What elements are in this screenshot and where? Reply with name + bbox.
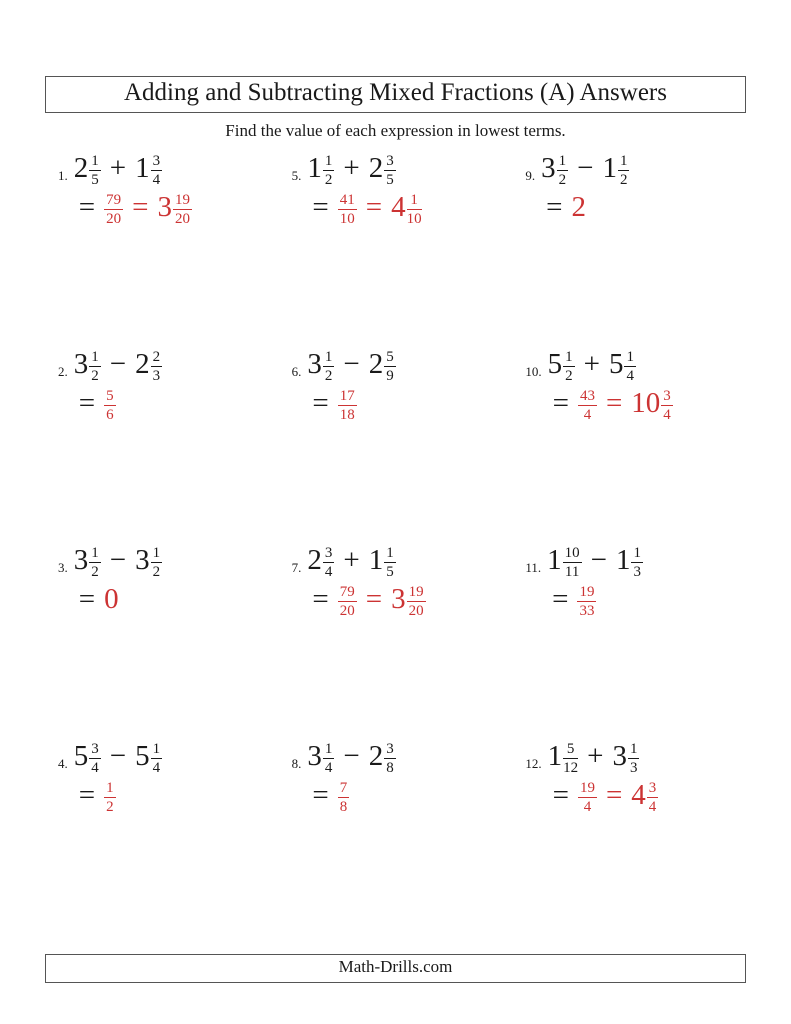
fraction [661,388,673,423]
fraction [578,388,597,423]
numerator: 3 [661,388,673,406]
denominator: 3 [629,759,638,776]
problem-math [547,544,643,619]
whole-number: 2 [368,740,384,772]
numerator: 1 [89,349,101,367]
numerator: 1 [323,741,335,759]
expression [548,348,673,384]
expression [547,544,643,580]
numerator: 1 [323,349,335,367]
mixed-number [135,544,162,580]
problem-6 [279,348,513,544]
problem-number: 12. [525,756,542,771]
denominator: 2 [558,171,567,188]
equals-sign: = [78,387,96,420]
fraction [624,349,636,384]
minus-sign: − [577,152,594,184]
fraction [618,153,630,188]
equals-sign: = [365,191,383,224]
whole-number: 3 [612,740,627,772]
numerator: 3 [151,153,163,171]
denominator: 2 [91,367,99,384]
minus-sign: − [590,544,607,576]
problem-math [307,348,395,423]
minus-sign: − [109,348,127,380]
mixed-number [368,740,396,776]
mixed-number [602,152,629,188]
problem-math [74,740,162,815]
mixed-number [368,152,396,188]
mixed-number [541,152,568,188]
numerator: 1 [151,545,163,563]
mixed-number [73,544,101,580]
expression [548,740,659,776]
expression [307,740,395,776]
problem-math [548,740,659,815]
numerator: 3 [323,545,335,563]
fraction [173,192,192,227]
problem-number: 10. [525,364,542,379]
mixed-number [631,779,658,815]
problem-5 [279,152,513,348]
fraction [384,349,396,384]
answer [552,583,643,619]
numerator: 1 [407,192,422,210]
expression [307,348,395,384]
denominator: 11 [564,563,580,580]
fraction [384,741,396,776]
equals-sign: = [365,583,383,616]
mixed-number [135,740,162,776]
fraction [384,545,396,580]
fraction [338,388,357,423]
problem-number: 11. [525,560,542,575]
equals-sign: = [78,191,96,224]
title-box [45,76,746,113]
denominator: 20 [339,602,355,619]
problem-8 [279,740,513,936]
mixed-number [547,740,579,776]
fraction [338,780,350,815]
denominator: 10 [339,210,355,227]
plus-sign: + [343,544,360,576]
whole-number: 2 [368,152,384,184]
whole-number: 4 [391,191,406,224]
plus-sign: + [109,152,127,184]
numerator: 1 [618,153,630,171]
denominator: 2 [619,171,628,188]
numerator: 3 [384,153,396,171]
expression [307,544,425,580]
whole-number: 1 [547,740,563,772]
problem-number: 4. [58,756,68,771]
fraction [563,545,582,580]
expression [541,152,629,188]
problem-12 [512,740,746,936]
fraction [323,153,335,188]
equals-sign: = [312,583,329,616]
numerator: 19 [173,192,192,210]
whole-number: 5 [73,740,89,772]
mixed-number [157,191,192,227]
answer [312,779,395,815]
problem-number: 2. [58,364,68,379]
numerator: 1 [104,780,116,798]
numerator: 5 [563,741,578,759]
mixed-number [307,348,334,384]
whole-number: 3 [307,348,322,380]
numerator: 1 [631,545,643,563]
whole-number: 2 [135,348,150,380]
mixed-number [391,583,426,619]
fraction [563,741,578,776]
footer-box [45,954,746,983]
denominator: 5 [91,171,99,188]
problem-11 [512,544,746,740]
problem-3 [45,544,279,740]
denominator: 20 [106,210,122,227]
expression [74,152,192,188]
mixed-number [368,348,396,384]
answer [553,387,673,423]
plus-sign: + [587,740,604,772]
integer-answer: 0 [104,583,119,616]
whole-number: 2 [307,544,322,576]
fraction [407,584,426,619]
fraction [407,192,422,227]
fraction [563,349,575,384]
denominator: 6 [106,406,114,423]
mixed-number [73,348,101,384]
fraction [104,780,116,815]
whole-number: 3 [135,544,150,576]
fraction [631,545,643,580]
denominator: 5 [386,171,394,188]
denominator: 2 [324,367,333,384]
fraction [89,741,101,776]
fraction [151,349,163,384]
mixed-number [368,544,396,580]
equals-sign: = [312,387,329,420]
equals-sign: = [546,191,563,224]
fraction [89,545,101,580]
denominator: 4 [626,367,634,384]
instructions-text: Find the value of each expression in lowest terms. [225,121,566,140]
numerator: 1 [323,153,335,171]
denominator: 2 [565,367,573,384]
whole-number: 1 [307,152,322,184]
equals-sign: = [552,387,569,420]
mixed-number [547,348,575,384]
equals-sign: = [605,779,623,812]
problem-math [307,544,425,619]
denominator: 8 [339,798,348,815]
fraction [151,545,163,580]
mixed-number [73,152,101,188]
numerator: 1 [89,545,101,563]
numerator: 79 [104,192,123,210]
fraction [338,192,357,227]
fraction [338,584,357,619]
numerator: 3 [89,741,101,759]
denominator: 9 [386,367,394,384]
numerator: 1 [151,741,163,759]
fraction [104,388,116,423]
answer [312,387,395,423]
whole-number: 1 [602,152,617,184]
numerator: 19 [578,780,597,798]
mixed-number [307,152,334,188]
fraction [578,780,597,815]
denominator: 4 [152,171,161,188]
equals-sign: = [552,583,569,616]
fraction [323,545,335,580]
denominator: 4 [324,563,333,580]
equals-sign: = [132,191,149,224]
denominator: 2 [106,798,114,815]
problem-number: 5. [291,168,302,183]
whole-number: 2 [368,348,384,380]
mixed-number [612,740,639,776]
problem-math [74,348,162,423]
fraction [89,153,101,188]
whole-number: 2 [73,152,89,184]
minus-sign: − [109,544,127,576]
page-title: Adding and Subtracting Mixed Fractions (A) Answers [124,79,667,106]
numerator: 7 [338,780,350,798]
fraction [647,780,659,815]
answer [79,779,162,815]
fraction [89,349,101,384]
equals-sign: = [605,387,623,420]
problem-number: 1. [58,168,68,183]
denominator: 20 [174,210,190,227]
denominator: 20 [408,602,424,619]
whole-number: 3 [73,544,89,576]
minus-sign: − [343,740,360,772]
denominator: 10 [406,210,422,227]
mixed-number [547,544,582,580]
whole-number: 10 [631,387,661,420]
denominator: 12 [563,759,579,776]
mixed-number [307,544,334,580]
expression [74,740,162,776]
denominator: 4 [663,406,671,423]
fraction [557,153,569,188]
problem-math [74,544,162,616]
minus-sign: − [343,348,360,380]
numerator: 41 [338,192,357,210]
mixed-number [135,152,162,188]
fraction [577,584,596,619]
numerator: 1 [557,153,569,171]
denominator: 5 [386,563,394,580]
whole-number: 3 [307,740,322,772]
whole-number: 5 [547,348,563,380]
fraction [323,741,335,776]
problem-2 [45,348,279,544]
fraction [323,349,335,384]
numerator: 3 [647,780,659,798]
problem-math [548,348,673,423]
problem-10 [512,348,746,544]
numerator: 2 [151,349,163,367]
problem-4 [45,740,279,936]
equals-sign: = [312,191,329,224]
answer [79,191,192,227]
whole-number: 1 [368,544,384,576]
equals-sign: = [78,779,96,812]
mixed-number [615,544,643,580]
minus-sign: − [109,740,127,772]
numerator: 19 [407,584,426,602]
numerator: 79 [338,584,357,602]
problem-9 [512,152,746,348]
problem-math [74,152,192,227]
footer-site-label: Math-Drills.com [338,957,453,976]
numerator: 5 [384,349,396,367]
denominator: 8 [386,759,394,776]
answer [79,387,162,423]
whole-number: 1 [135,152,150,184]
equals-sign: = [312,779,329,812]
denominator: 4 [583,406,592,423]
whole-number: 3 [73,348,89,380]
numerator: 1 [384,545,396,563]
whole-number: 5 [608,348,624,380]
answer [79,583,162,616]
whole-number: 5 [135,740,150,772]
equals-sign: = [552,779,569,812]
denominator: 33 [579,602,595,619]
problem-math [307,740,395,815]
whole-number: 1 [615,544,631,576]
mixed-number [631,387,673,423]
problem-7 [279,544,513,740]
fraction [628,741,640,776]
equals-sign: = [78,583,96,616]
answer [546,191,629,224]
numerator: 1 [624,349,636,367]
answer [553,779,659,815]
numerator: 10 [563,545,582,563]
problem-math [307,152,421,227]
problem-number: 7. [291,560,302,575]
numerator: 19 [577,584,596,602]
denominator: 2 [324,171,333,188]
problem-number: 9. [525,168,536,183]
denominator: 18 [339,406,355,423]
denominator: 4 [324,759,333,776]
problems-grid [45,152,746,936]
problem-1 [45,152,279,348]
integer-answer: 2 [571,191,586,224]
numerator: 43 [578,388,597,406]
mixed-number [391,191,422,227]
mixed-number [608,348,636,384]
denominator: 4 [648,798,657,815]
denominator: 2 [91,563,99,580]
denominator: 4 [91,759,99,776]
fraction [104,192,123,227]
fraction [151,153,163,188]
numerator: 3 [384,741,396,759]
mixed-number [73,740,101,776]
denominator: 4 [152,759,161,776]
whole-number: 4 [631,779,646,812]
numerator: 5 [104,388,116,406]
fraction [384,153,396,188]
problem-number: 3. [58,560,68,575]
whole-number: 1 [547,544,562,576]
numerator: 1 [89,153,101,171]
whole-number: 3 [391,583,406,616]
expression [74,544,162,580]
numerator: 1 [628,741,640,759]
numerator: 1 [563,349,575,367]
problem-number: 8. [291,756,302,771]
expression [74,348,162,384]
denominator: 2 [152,563,161,580]
plus-sign: + [583,348,600,380]
plus-sign: + [343,152,360,184]
problem-math [541,152,629,224]
numerator: 17 [338,388,357,406]
denominator: 4 [583,798,592,815]
problem-number: 6. [291,364,302,379]
expression [307,152,421,188]
answer [312,191,421,227]
whole-number: 3 [541,152,556,184]
mixed-number [307,740,334,776]
answer [312,583,425,619]
fraction [151,741,163,776]
denominator: 3 [152,367,161,384]
mixed-number [135,348,162,384]
whole-number: 3 [157,191,172,224]
denominator: 3 [633,563,641,580]
